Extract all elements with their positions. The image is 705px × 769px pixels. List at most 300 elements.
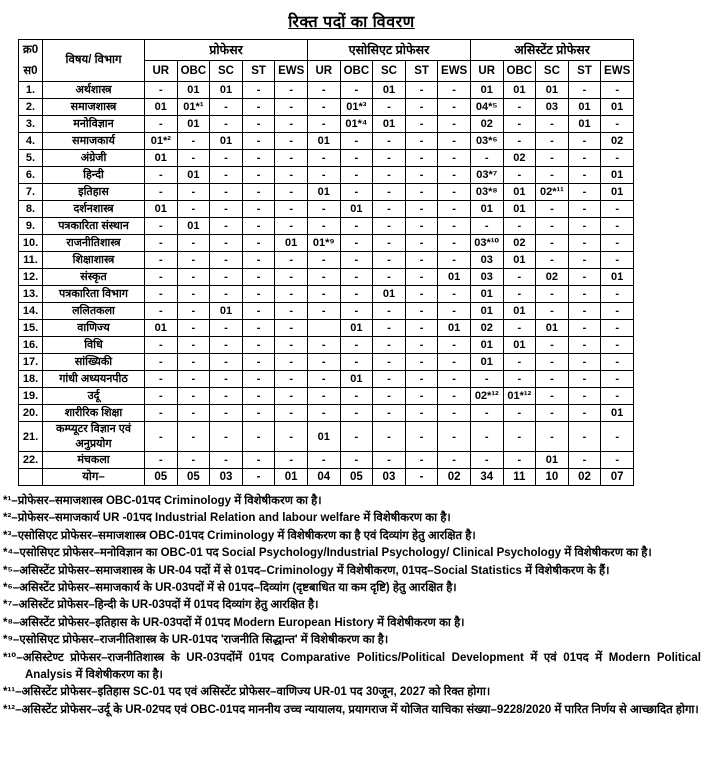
count-cell: - <box>177 269 210 286</box>
count-cell: - <box>145 184 178 201</box>
count-cell: - <box>536 405 569 422</box>
count-cell: - <box>536 337 569 354</box>
serial-cell: 10. <box>19 235 43 252</box>
count-cell: - <box>177 184 210 201</box>
count-cell: - <box>373 354 406 371</box>
count-cell: 01 <box>503 252 536 269</box>
count-cell: 01 <box>470 201 503 218</box>
subject-cell: समाजशास्त्र <box>43 99 145 116</box>
count-cell: - <box>373 269 406 286</box>
count-cell: - <box>145 303 178 320</box>
category-header: EWS <box>275 61 308 82</box>
count-cell: 01*² <box>145 133 178 150</box>
count-cell: - <box>145 235 178 252</box>
subject-cell: सांख्यिकी <box>43 354 145 371</box>
count-cell: - <box>307 388 340 405</box>
count-cell: - <box>307 371 340 388</box>
count-cell: - <box>145 116 178 133</box>
subject-cell: विधि <box>43 337 145 354</box>
count-cell: - <box>242 303 275 320</box>
subject-department-header: विषय/ विभाग <box>43 40 145 82</box>
subject-cell: समाजकार्य <box>43 133 145 150</box>
category-header: ST <box>242 61 275 82</box>
subject-cell: शिक्षाशास्त्र <box>43 252 145 269</box>
count-cell: - <box>568 252 601 269</box>
count-cell: - <box>145 451 178 468</box>
count-cell: 01 <box>503 303 536 320</box>
count-cell: 01 <box>568 116 601 133</box>
subject-cell: ललितकला <box>43 303 145 320</box>
count-cell: - <box>568 388 601 405</box>
total-cell: 11 <box>503 468 536 485</box>
count-cell: - <box>373 451 406 468</box>
count-cell: - <box>470 218 503 235</box>
count-cell: - <box>503 116 536 133</box>
count-cell: - <box>340 82 373 99</box>
count-cell: 03 <box>536 99 569 116</box>
count-cell: 01 <box>177 116 210 133</box>
count-cell: - <box>242 150 275 167</box>
count-cell: - <box>438 371 471 388</box>
count-cell: - <box>242 451 275 468</box>
count-cell: 03*⁶ <box>470 133 503 150</box>
count-cell: - <box>405 337 438 354</box>
count-cell: - <box>470 371 503 388</box>
count-cell: - <box>340 184 373 201</box>
subject-cell: पत्रकारिता संस्थान <box>43 218 145 235</box>
count-cell: - <box>536 116 569 133</box>
count-cell: - <box>307 451 340 468</box>
count-cell: - <box>275 371 308 388</box>
count-cell: - <box>210 286 243 303</box>
count-cell: - <box>601 451 634 468</box>
count-cell: 01 <box>145 150 178 167</box>
count-cell: - <box>242 405 275 422</box>
count-cell: - <box>568 303 601 320</box>
count-cell: - <box>438 235 471 252</box>
count-cell: 03 <box>470 252 503 269</box>
count-cell: - <box>536 235 569 252</box>
count-cell: - <box>601 286 634 303</box>
count-cell: 02 <box>470 116 503 133</box>
count-cell: - <box>210 451 243 468</box>
serial-cell: 3. <box>19 116 43 133</box>
count-cell: - <box>373 99 406 116</box>
count-cell: - <box>340 133 373 150</box>
table-row <box>19 269 634 286</box>
serial-cell: 1. <box>19 82 43 99</box>
count-cell: 01 <box>307 184 340 201</box>
count-cell: - <box>177 303 210 320</box>
total-cell: 04 <box>307 468 340 485</box>
count-cell: 01 <box>373 116 406 133</box>
count-cell: 03*¹⁰ <box>470 235 503 252</box>
count-cell: - <box>601 235 634 252</box>
count-cell: - <box>601 388 634 405</box>
count-cell: - <box>340 303 373 320</box>
total-cell: 05 <box>340 468 373 485</box>
count-cell: - <box>340 422 373 452</box>
count-cell: - <box>405 167 438 184</box>
count-cell: - <box>242 286 275 303</box>
count-cell: - <box>601 371 634 388</box>
count-cell: - <box>536 201 569 218</box>
count-cell: 01 <box>536 82 569 99</box>
count-cell: - <box>536 133 569 150</box>
subject-cell: शारीरिक शिक्षा <box>43 405 145 422</box>
vacancy-table <box>18 39 634 486</box>
count-cell: - <box>373 388 406 405</box>
count-cell: 01*¹² <box>503 388 536 405</box>
count-cell: - <box>275 218 308 235</box>
count-cell: 01 <box>307 422 340 452</box>
count-cell: - <box>601 218 634 235</box>
serial-cell: 20. <box>19 405 43 422</box>
count-cell: - <box>242 133 275 150</box>
count-cell: - <box>438 133 471 150</box>
count-cell: - <box>373 150 406 167</box>
count-cell: - <box>601 116 634 133</box>
table-row <box>19 167 634 184</box>
count-cell: - <box>307 150 340 167</box>
count-cell: 01 <box>503 201 536 218</box>
count-cell: - <box>145 388 178 405</box>
count-cell: - <box>210 320 243 337</box>
count-cell: - <box>568 371 601 388</box>
footnote: *¹⁰–असिस्टेण्ट प्रोफेसर–राजनीतिशास्त्र के UR-03पदोंमें 01पद Comparative Politics/Political Development में एवं 01पद में Modern Political Analysis में विशेषीकरण का है। <box>3 651 701 682</box>
count-cell: 01 <box>470 337 503 354</box>
count-cell: - <box>438 337 471 354</box>
count-cell: - <box>145 371 178 388</box>
total-cell: 34 <box>470 468 503 485</box>
count-cell: - <box>568 337 601 354</box>
count-cell: - <box>177 451 210 468</box>
table-row <box>19 405 634 422</box>
serial-cell: 17. <box>19 354 43 371</box>
count-cell: - <box>503 354 536 371</box>
count-cell: - <box>275 184 308 201</box>
count-cell: - <box>373 371 406 388</box>
count-cell: - <box>307 303 340 320</box>
count-cell: - <box>438 303 471 320</box>
count-cell: - <box>373 235 406 252</box>
count-cell: 01 <box>503 337 536 354</box>
count-cell: - <box>242 167 275 184</box>
total-cell: 01 <box>275 468 308 485</box>
count-cell: - <box>177 388 210 405</box>
count-cell: - <box>405 303 438 320</box>
count-cell: - <box>503 133 536 150</box>
subject-cell: संस्कृत <box>43 269 145 286</box>
count-cell: - <box>275 354 308 371</box>
count-cell: - <box>340 167 373 184</box>
count-cell: - <box>503 371 536 388</box>
footnote: *⁶–असिस्टेंट प्रोफेसर–समाजकार्य के UR-03पदों में से 01पद–दिव्यांग (दृष्टबाधित या कम दृष्टि) हेतु आरक्षित है। <box>3 582 457 594</box>
count-cell: - <box>470 405 503 422</box>
total-cell: 05 <box>145 468 178 485</box>
count-cell: - <box>438 150 471 167</box>
count-cell: - <box>145 337 178 354</box>
count-cell: 01 <box>568 99 601 116</box>
count-cell: 01 <box>210 133 243 150</box>
count-cell: - <box>307 116 340 133</box>
count-cell: - <box>177 354 210 371</box>
count-cell: - <box>275 252 308 269</box>
serial-cell: 11. <box>19 252 43 269</box>
count-cell: - <box>177 133 210 150</box>
totals-row <box>19 468 634 485</box>
count-cell: - <box>568 405 601 422</box>
count-cell: - <box>438 201 471 218</box>
count-cell: - <box>275 99 308 116</box>
count-cell: - <box>145 252 178 269</box>
count-cell: - <box>242 354 275 371</box>
serial-cell: 19. <box>19 388 43 405</box>
serial-cell: 14. <box>19 303 43 320</box>
count-cell: - <box>177 320 210 337</box>
count-cell: - <box>568 422 601 452</box>
count-cell: - <box>340 405 373 422</box>
count-cell: - <box>275 422 308 452</box>
page-title: रिक्त पदों का विवरण <box>288 14 415 31</box>
category-header: ST <box>405 61 438 82</box>
count-cell: - <box>210 218 243 235</box>
count-cell: - <box>275 286 308 303</box>
serial-cell: 22. <box>19 451 43 468</box>
count-cell: - <box>210 184 243 201</box>
count-cell: - <box>405 354 438 371</box>
post-group-header-2: असिस्टेंट प्रोफेसर <box>470 40 633 61</box>
table-row <box>19 218 634 235</box>
count-cell: - <box>340 388 373 405</box>
category-header: ST <box>568 61 601 82</box>
count-cell: - <box>307 269 340 286</box>
count-cell: - <box>503 99 536 116</box>
count-cell: 02 <box>503 150 536 167</box>
count-cell: - <box>373 167 406 184</box>
count-cell: - <box>373 201 406 218</box>
count-cell: - <box>405 371 438 388</box>
table-row <box>19 116 634 133</box>
count-cell: 01 <box>177 218 210 235</box>
count-cell: - <box>405 388 438 405</box>
count-cell: - <box>405 184 438 201</box>
count-cell: - <box>242 116 275 133</box>
count-cell: - <box>405 269 438 286</box>
count-cell: - <box>405 320 438 337</box>
count-cell: - <box>275 133 308 150</box>
subject-cell: अंग्रेजी <box>43 150 145 167</box>
category-header: SC <box>373 61 406 82</box>
count-cell: 01 <box>470 303 503 320</box>
count-cell: - <box>340 150 373 167</box>
count-cell: - <box>307 218 340 235</box>
count-cell: - <box>503 320 536 337</box>
count-cell: - <box>307 286 340 303</box>
count-cell: - <box>177 150 210 167</box>
count-cell: - <box>503 269 536 286</box>
count-cell: - <box>536 388 569 405</box>
count-cell: - <box>438 252 471 269</box>
category-header: UR <box>307 61 340 82</box>
count-cell: - <box>373 405 406 422</box>
serial-cell: 18. <box>19 371 43 388</box>
count-cell: - <box>438 286 471 303</box>
total-cell: 05 <box>177 468 210 485</box>
count-cell: - <box>210 150 243 167</box>
footnote: *⁸–असिस्टेंट प्रोफेसर–इतिहास के UR-03पदों में 01पद Modern European History में विशेषीकरण का है। <box>3 616 465 629</box>
count-cell: - <box>242 320 275 337</box>
count-cell: - <box>177 201 210 218</box>
count-cell: 01 <box>438 269 471 286</box>
count-cell: - <box>568 320 601 337</box>
count-cell: - <box>503 405 536 422</box>
count-cell: 01 <box>145 320 178 337</box>
count-cell: - <box>275 405 308 422</box>
count-cell: - <box>405 422 438 452</box>
count-cell: 01 <box>470 286 503 303</box>
count-cell: 01 <box>601 167 634 184</box>
table-row <box>19 320 634 337</box>
count-cell: 01 <box>307 133 340 150</box>
footnote: *³–एसोसिएट प्रोफेसर–समाजशास्त्र OBC-01पद Criminology में विशेषीकरण का है एवं दिव्यांग हेतु आरक्षित है। <box>3 529 476 542</box>
count-cell: - <box>275 201 308 218</box>
count-cell: - <box>568 82 601 99</box>
count-cell: - <box>177 405 210 422</box>
count-cell: - <box>242 269 275 286</box>
count-cell: - <box>242 252 275 269</box>
count-cell: - <box>177 252 210 269</box>
count-cell: - <box>405 451 438 468</box>
count-cell: - <box>568 218 601 235</box>
count-cell: - <box>373 303 406 320</box>
count-cell: 01*¹ <box>177 99 210 116</box>
count-cell: 04*⁵ <box>470 99 503 116</box>
count-cell: 02 <box>601 133 634 150</box>
count-cell: - <box>536 150 569 167</box>
count-cell: 01 <box>177 82 210 99</box>
count-cell: - <box>307 99 340 116</box>
count-cell: - <box>242 82 275 99</box>
total-cell: 07 <box>601 468 634 485</box>
count-cell: - <box>438 354 471 371</box>
totals-empty-serial-cell <box>19 468 43 485</box>
count-cell: - <box>405 150 438 167</box>
count-cell: - <box>210 269 243 286</box>
count-cell: 01 <box>438 320 471 337</box>
count-cell: 01 <box>601 405 634 422</box>
category-header: UR <box>470 61 503 82</box>
count-cell: - <box>340 218 373 235</box>
count-cell: 01 <box>145 201 178 218</box>
table-row <box>19 201 634 218</box>
count-cell: - <box>145 286 178 303</box>
count-cell: 03*⁷ <box>470 167 503 184</box>
count-cell: - <box>210 405 243 422</box>
total-cell: 10 <box>536 468 569 485</box>
subject-cell: इतिहास <box>43 184 145 201</box>
count-cell: - <box>307 354 340 371</box>
count-cell: 01 <box>145 99 178 116</box>
count-cell: - <box>373 133 406 150</box>
count-cell: - <box>210 201 243 218</box>
subject-cell: कम्प्यूटर विज्ञान एवं अनुप्रयोग <box>43 422 145 452</box>
header-row-groups <box>19 40 634 61</box>
table-header <box>19 40 634 82</box>
count-cell: 01 <box>340 320 373 337</box>
count-cell: - <box>373 337 406 354</box>
count-cell: 01 <box>601 184 634 201</box>
count-cell: 01 <box>601 269 634 286</box>
table-row <box>19 354 634 371</box>
serial-cell: 5. <box>19 150 43 167</box>
table-row <box>19 286 634 303</box>
count-cell: - <box>601 354 634 371</box>
serial-cell: 6. <box>19 167 43 184</box>
count-cell: 01 <box>470 354 503 371</box>
category-header: SC <box>210 61 243 82</box>
footnote: *¹²–असिस्टेंट प्रोफेसर–उर्दू के UR-02पद एवं OBC-01पद माननीय उच्च न्यायालय, प्रयागराज में योजित याचिका संख्या–9228/2020 में पारित निर्णय से आच्छादित होगा। <box>3 703 699 716</box>
count-cell: - <box>568 235 601 252</box>
count-cell: - <box>340 354 373 371</box>
serial-number-header-line: स0 <box>23 64 38 77</box>
count-cell: - <box>275 269 308 286</box>
count-cell: - <box>438 405 471 422</box>
count-cell: - <box>242 388 275 405</box>
count-cell: 03 <box>470 269 503 286</box>
count-cell: 01 <box>601 99 634 116</box>
count-cell: - <box>438 388 471 405</box>
count-cell: - <box>568 286 601 303</box>
count-cell: - <box>242 201 275 218</box>
count-cell: - <box>405 133 438 150</box>
count-cell: - <box>601 201 634 218</box>
subject-cell: पत्रकारिता विभाग <box>43 286 145 303</box>
count-cell: - <box>307 252 340 269</box>
count-cell: - <box>438 184 471 201</box>
category-header: UR <box>145 61 178 82</box>
count-cell: 03*⁸ <box>470 184 503 201</box>
serial-number-header-line: क्र0 <box>22 44 39 56</box>
count-cell: - <box>275 150 308 167</box>
count-cell: - <box>601 252 634 269</box>
subject-cell: दर्शनशास्त्र <box>43 201 145 218</box>
count-cell: - <box>340 451 373 468</box>
table-row <box>19 99 634 116</box>
count-cell: - <box>340 235 373 252</box>
footnote: *⁴–एसोसिएट प्रोफेसर–मनोविज्ञान का OBC-01 पद Social Psychology/Industrial Psychology/ Clinical Psychology में विशेषीकरण का है। <box>3 547 652 560</box>
footnote: *¹–प्रोफेसर–समाजशास्त्र OBC-01पद Criminology में विशेषीकरण का है। <box>3 494 322 507</box>
total-cell: 02 <box>568 468 601 485</box>
count-cell: - <box>275 451 308 468</box>
count-cell: 01 <box>210 82 243 99</box>
count-cell: 02*¹² <box>470 388 503 405</box>
count-cell: 01*⁹ <box>307 235 340 252</box>
subject-cell: गांधी अध्ययनपीठ <box>43 371 145 388</box>
count-cell: - <box>373 184 406 201</box>
count-cell: - <box>145 167 178 184</box>
count-cell: - <box>177 371 210 388</box>
count-cell: - <box>275 303 308 320</box>
count-cell: - <box>210 354 243 371</box>
count-cell: - <box>275 337 308 354</box>
footnote: *⁷–असिस्टेंट प्रोफेसर–हिन्दी के UR-03पदों में 01पद दिव्यांग हेतु आरक्षित है। <box>3 599 319 612</box>
serial-cell: 8. <box>19 201 43 218</box>
subject-cell: उर्दू <box>43 388 145 405</box>
count-cell: - <box>340 269 373 286</box>
count-cell: - <box>210 252 243 269</box>
footnote: *⁹–एसोसिएट प्रोफेसर–राजनीतिशास्त्र के UR-01पद 'राजनीति सिद्धान्त' में विशेषीकरण का है। <box>3 634 389 647</box>
